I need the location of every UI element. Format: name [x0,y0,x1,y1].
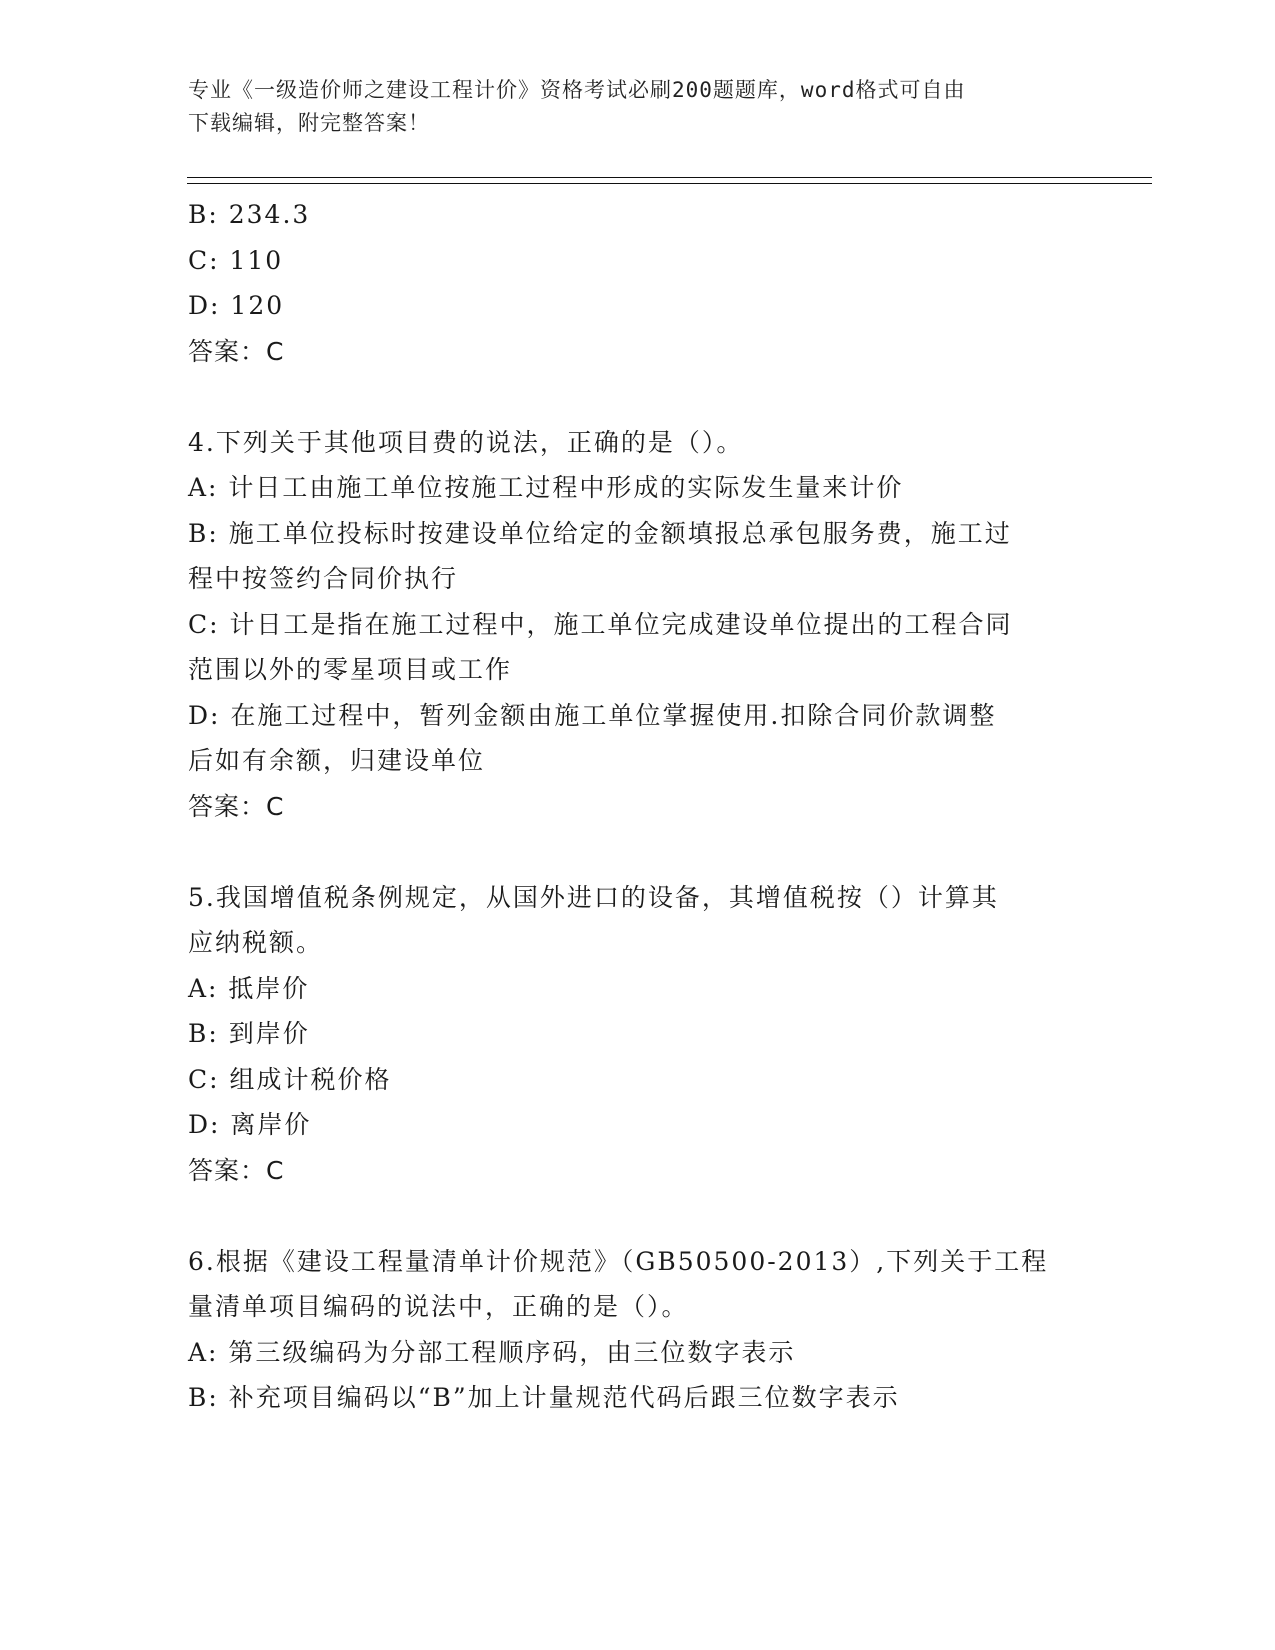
question-stem-continued: 量清单项目编码的说法中，正确的是（）。 [188,1292,689,1321]
spacer [188,829,1068,875]
header-line-1: 专业《一级造价师之建设工程计价》资格考试必刷200题题库，word格式可自由 [188,78,966,102]
option-c: C: 110 [188,245,284,275]
option-a: A: 抵岸价 [188,973,310,1003]
question-stem: 6.根据《建设工程量清单计价规范》（GB50500-2013）,下列关于工程 [188,1246,1049,1276]
question-4 [188,420,1068,830]
question-stem-continued: 应纳税额。 [188,928,324,957]
option-d-continued: 后如有余额，归建设单位 [188,746,486,775]
question-6 [188,1239,1068,1421]
answer: 答案：C [188,791,285,821]
option-a: A: 第三级编码为分部工程顺序码，由三位数字表示 [188,1337,796,1367]
question-5 [188,875,1068,1194]
option-c: C: 计日工是指在施工过程中，施工单位完成建设单位提出的工程合同 [188,609,1013,639]
header-rule-top [187,177,1152,178]
option-b: B: 到岸价 [188,1019,310,1048]
option-d: D: 离岸价 [188,1110,312,1139]
option-b: B: 补充项目编码以“B”加上计量规范代码后跟三位数字表示 [188,1383,900,1412]
option-d: D: 在施工过程中，暂列金额由施工单位掌握使用.扣除合同价款调整 [188,700,997,730]
option-b: B: 234.3 [188,200,311,229]
header-rule-bottom [187,183,1152,184]
option-a: A: 计日工由施工单位按施工过程中形成的实际发生量来计价 [188,473,904,502]
answer: 答案：C [188,336,285,366]
question-stem: 4.下列关于其他项目费的说法，正确的是（）。 [188,427,744,457]
question-content [188,192,1068,1421]
document-header [188,74,1068,140]
header-line-2: 下载编辑，附完整答案！ [188,111,430,135]
option-c: C: 组成计税价格 [188,1064,392,1094]
spacer [188,374,1068,420]
option-c-continued: 范围以外的零星项目或工作 [188,655,513,684]
option-d: D: 120 [188,291,285,320]
question-3-tail [188,192,1068,374]
spacer [188,1193,1068,1239]
question-stem: 5.我国增值税条例规定，从国外进口的设备，其增值税按（）计算其 [188,882,999,912]
option-b-continued: 程中按签约合同价执行 [188,564,459,593]
answer: 答案：C [188,1155,285,1185]
option-b: B: 施工单位投标时按建设单位给定的金额填报总承包服务费，施工过 [188,518,1012,548]
